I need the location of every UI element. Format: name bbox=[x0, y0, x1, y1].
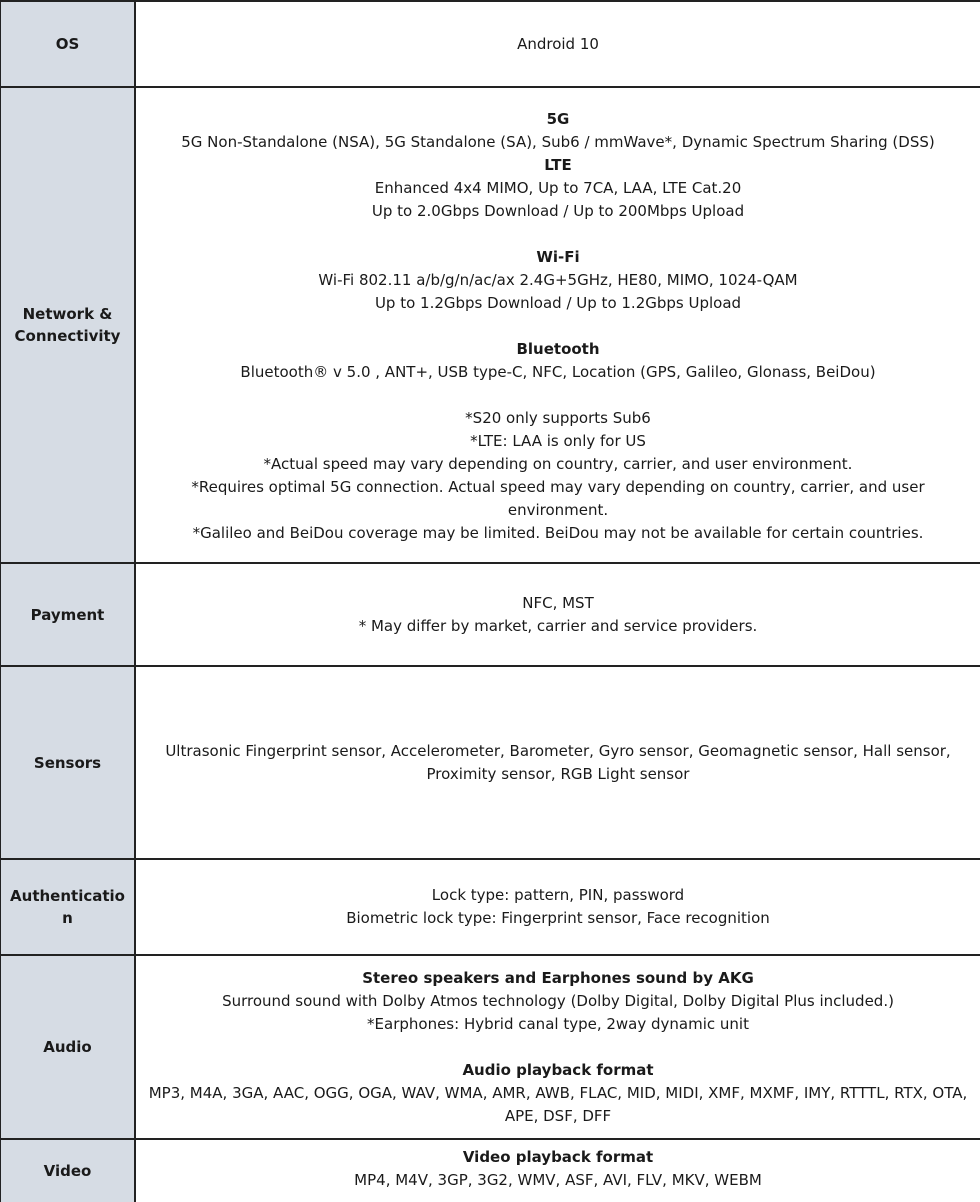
spec-value-os bbox=[136, 2, 980, 86]
spec-row-audio bbox=[0, 956, 980, 1140]
bluetooth-details: Bluetooth® v 5.0 , ANT+, USB type-C, NFC, Location (GPS, Galileo, Glonass, BeiDou) bbox=[240, 362, 876, 381]
wifi-details: Wi-Fi 802.11 a/b/g/n/ac/ax 2.4G+5GHz, HE80, MIMO, 1024-QAM bbox=[318, 270, 798, 289]
spec-value-audio bbox=[136, 956, 980, 1138]
spec-label-os: OS bbox=[0, 2, 136, 86]
spec-label-sensors: Sensors bbox=[0, 667, 136, 858]
spec-row-sensors bbox=[0, 667, 980, 860]
footnote-laa: *LTE: LAA is only for US bbox=[470, 431, 646, 450]
spec-label-payment: Payment bbox=[0, 564, 136, 665]
os-version: Android 10 bbox=[517, 34, 599, 53]
earphones-note: *Earphones: Hybrid canal type, 2way dynamic unit bbox=[367, 1014, 749, 1033]
spec-label-network: Network & Connectivity bbox=[0, 88, 136, 562]
spec-label-authentication: Authentication bbox=[0, 860, 136, 954]
spec-row-payment bbox=[0, 564, 980, 667]
video-format-heading: Video playback format bbox=[462, 1148, 654, 1166]
footnote-galileo: *Galileo and BeiDou coverage may be limited. BeiDou may not be available for certain countries. bbox=[192, 523, 924, 542]
lock-types: Lock type: pattern, PIN, password bbox=[431, 886, 685, 904]
spec-label-video: Video bbox=[0, 1140, 136, 1202]
footnote-sub6: *S20 only supports Sub6 bbox=[465, 408, 651, 427]
lte-heading: LTE bbox=[544, 155, 572, 174]
footnote-speed: *Actual speed may vary depending on country, carrier, and user environment. bbox=[263, 454, 853, 473]
wifi-heading: Wi-Fi bbox=[536, 247, 580, 266]
fiveg-details: 5G Non-Standalone (NSA), 5G Standalone (SA), Sub6 / mmWave*, Dynamic Spectrum Sharing (DSS) bbox=[181, 132, 935, 151]
footnote-5g: *Requires optimal 5G connection. Actual speed may vary depending on country, carrier, and user environment. bbox=[191, 477, 925, 519]
spec-value-authentication bbox=[136, 860, 980, 954]
spec-row-network bbox=[0, 88, 980, 564]
sensors-list: Ultrasonic Fingerprint sensor, Accelerometer, Barometer, Gyro sensor, Geomagnetic sensor, Hall sensor, Proximity sensor, RGB Light sensor bbox=[165, 741, 951, 783]
payment-note: * May differ by market, carrier and service providers. bbox=[358, 616, 758, 635]
wifi-speed: Up to 1.2Gbps Download / Up to 1.2Gbps Upload bbox=[374, 293, 742, 312]
fiveg-heading: 5G bbox=[546, 109, 570, 128]
audio-formats: MP3, M4A, 3GA, AAC, OGG, OGA, WAV, WMA, AMR, AWB, FLAC, MID, MIDI, XMF, MXMF, IMY, RTTTL, RTX, OTA, APE, DSF, DFF bbox=[148, 1083, 968, 1125]
bluetooth-heading: Bluetooth bbox=[516, 339, 600, 358]
spec-row-os bbox=[0, 2, 980, 88]
spec-value-network bbox=[136, 88, 980, 562]
payment-methods: NFC, MST bbox=[522, 593, 594, 612]
spec-value-video bbox=[136, 1140, 980, 1202]
biometric-lock-types: Biometric lock type: Fingerprint sensor, Face recognition bbox=[346, 909, 770, 927]
lte-details: Enhanced 4x4 MIMO, Up to 7CA, LAA, LTE Cat.20 bbox=[374, 178, 742, 197]
spec-row-authentication bbox=[0, 860, 980, 956]
lte-speed: Up to 2.0Gbps Download / Up to 200Mbps Upload bbox=[371, 201, 745, 220]
spec-row-video bbox=[0, 1140, 980, 1202]
spec-value-payment bbox=[136, 564, 980, 665]
video-formats: MP4, M4V, 3GP, 3G2, WMV, ASF, AVI, FLV, MKV, WEBM bbox=[354, 1171, 762, 1189]
dolby-atmos: Surround sound with Dolby Atmos technology (Dolby Digital, Dolby Digital Plus included.) bbox=[222, 991, 894, 1010]
audio-heading: Stereo speakers and Earphones sound by AKG bbox=[362, 968, 754, 987]
spec-label-audio: Audio bbox=[0, 956, 136, 1138]
spec-value-sensors bbox=[136, 667, 980, 858]
audio-format-heading: Audio playback format bbox=[462, 1060, 654, 1079]
